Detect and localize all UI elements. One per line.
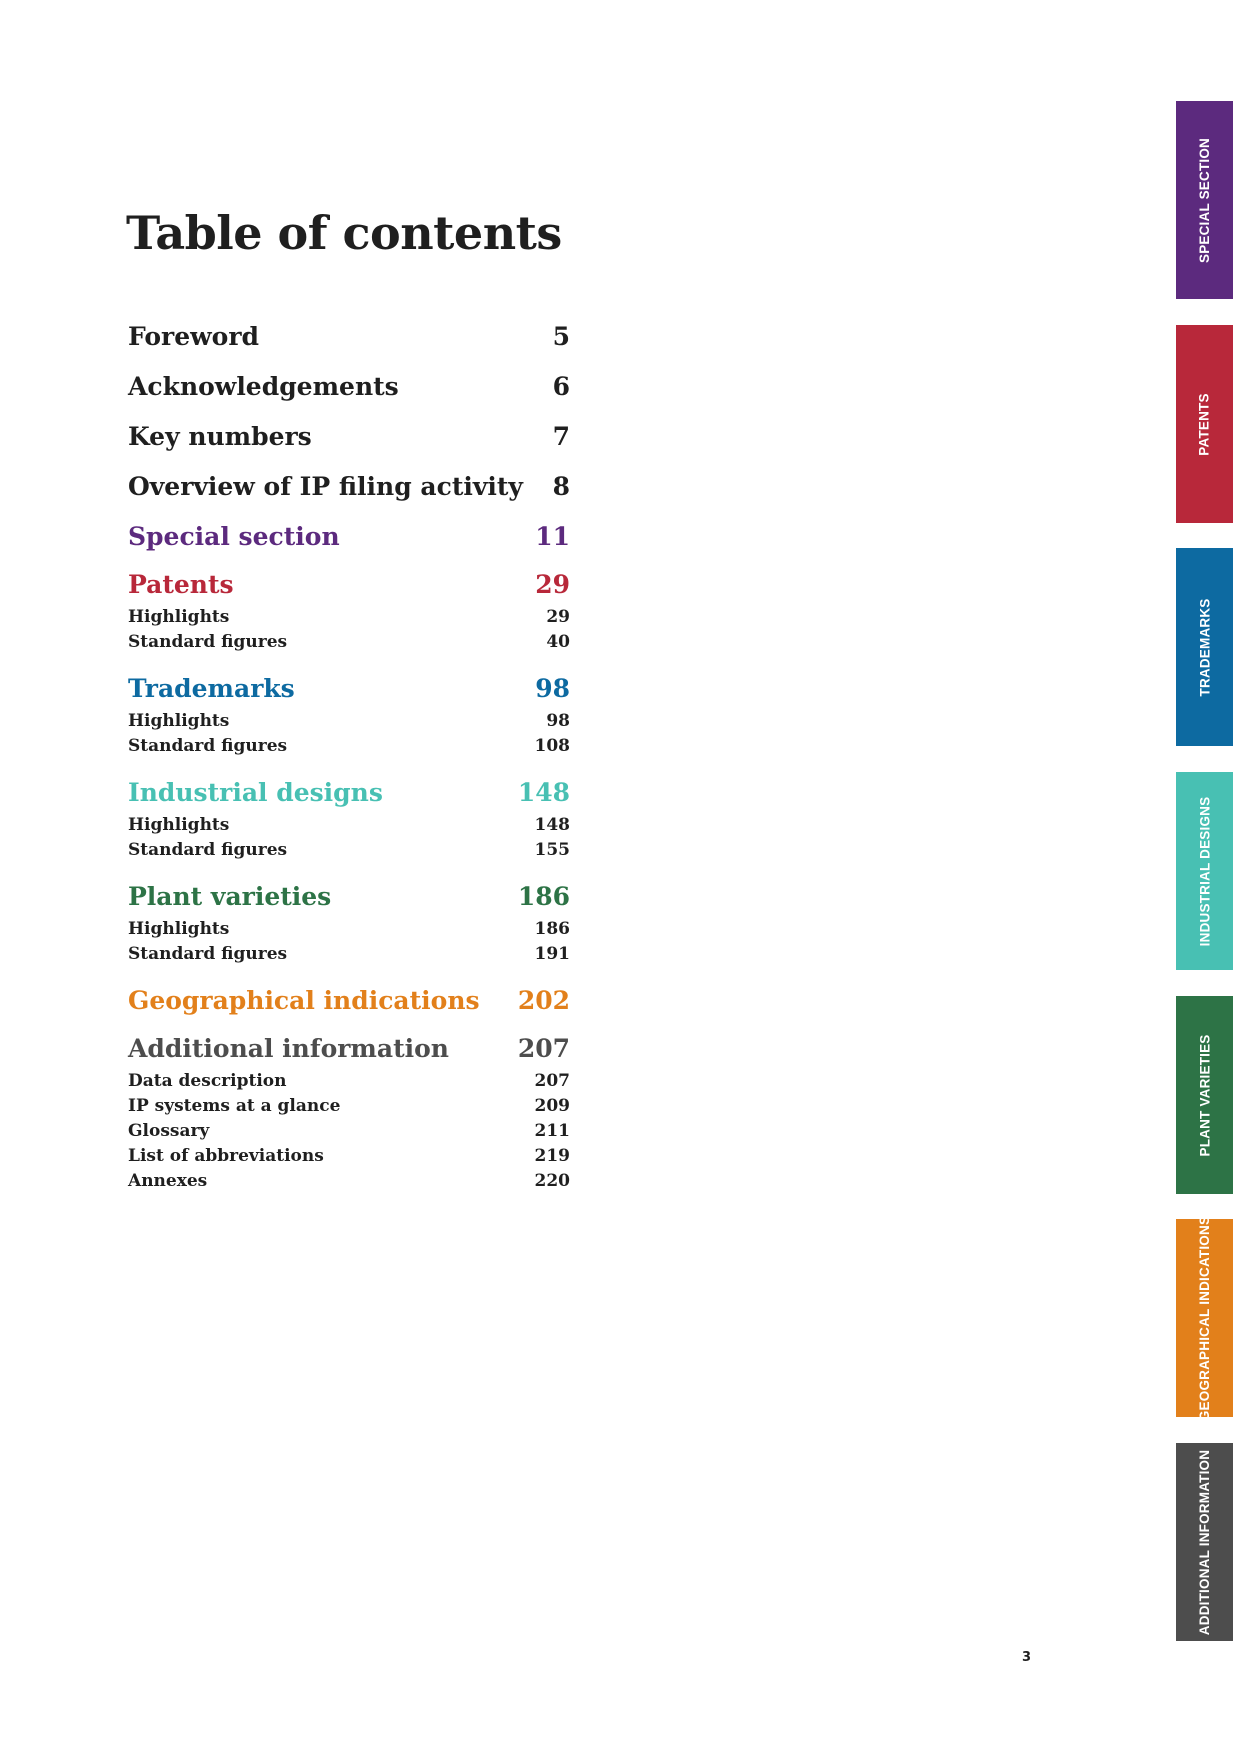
toc-page: 29 <box>535 570 570 599</box>
toc-subentry[interactable] <box>128 1144 570 1169</box>
toc-page: 148 <box>534 815 570 835</box>
toc-subentry[interactable] <box>128 1094 570 1119</box>
toc-subentry[interactable] <box>128 1169 570 1194</box>
tab-special-section[interactable] <box>1176 101 1233 299</box>
toc-label: Highlights <box>128 815 230 835</box>
toc-label: Trademarks <box>128 674 295 703</box>
tab-label: PLANT VARIETIES <box>1197 1033 1213 1157</box>
toc-page: 186 <box>534 919 570 939</box>
toc-group-trademarks <box>128 669 570 759</box>
toc-group-geographical-indications <box>128 981 570 1021</box>
toc-page: 8 <box>552 472 570 501</box>
toc-label: Standard figures <box>128 944 288 964</box>
toc-page: 5 <box>552 322 570 351</box>
toc-subentry[interactable] <box>128 838 570 863</box>
toc-label: Foreword <box>128 322 259 351</box>
toc-page: 211 <box>534 1121 570 1141</box>
toc-label: Data description <box>128 1071 287 1091</box>
toc-label: Plant varieties <box>128 882 332 911</box>
toc-label: List of abbreviations <box>128 1146 324 1166</box>
toc-group-plant-varieties <box>128 877 570 967</box>
tab-label: GEOGRAPHICAL INDICATIONS <box>1197 1215 1212 1421</box>
toc-subentry[interactable] <box>128 917 570 942</box>
toc-label: Key numbers <box>128 422 312 451</box>
toc-entry-foreword[interactable] <box>128 315 570 365</box>
toc-page: 98 <box>546 711 570 731</box>
toc-page: 207 <box>517 1034 570 1063</box>
toc-subentry[interactable] <box>128 630 570 655</box>
toc-page: 6 <box>552 372 570 401</box>
toc-page: 207 <box>534 1071 570 1091</box>
toc-entry-plant-varieties[interactable] <box>128 877 570 917</box>
toc-page: 98 <box>535 674 570 703</box>
toc-subentry[interactable] <box>128 734 570 759</box>
toc-subentry[interactable] <box>128 942 570 967</box>
tab-label: TRADEMARKS <box>1197 598 1212 696</box>
toc-group-patents <box>128 565 570 655</box>
toc-entry-overview[interactable] <box>128 465 570 515</box>
tab-plant-varieties[interactable] <box>1176 996 1233 1194</box>
toc-page: 29 <box>546 607 570 627</box>
toc-label: Highlights <box>128 919 230 939</box>
tab-label: INDUSTRIAL DESIGNS <box>1197 796 1212 946</box>
tab-geographical-indications[interactable] <box>1176 1215 1233 1421</box>
tab-label: SPECIAL SECTION <box>1197 137 1212 263</box>
toc-page: 191 <box>534 944 570 964</box>
toc-label: Patents <box>128 570 234 599</box>
toc-entry-geographical-indications[interactable] <box>128 981 570 1021</box>
toc-label: Geographical indications <box>128 986 480 1015</box>
toc-entry-key-numbers[interactable] <box>128 415 570 465</box>
toc-label: Annexes <box>128 1171 208 1191</box>
toc-page: 108 <box>534 736 570 756</box>
toc-entry-industrial-designs[interactable] <box>128 773 570 813</box>
table-of-contents <box>128 315 570 1208</box>
toc-group-additional-information <box>128 1029 570 1194</box>
toc-label: Acknowledgements <box>128 372 399 401</box>
tab-trademarks[interactable] <box>1176 548 1233 746</box>
tab-label: ADDITIONAL INFORMATION <box>1197 1449 1213 1635</box>
toc-entry-patents[interactable] <box>128 565 570 605</box>
toc-label: Highlights <box>128 711 230 731</box>
toc-label: Glossary <box>128 1121 210 1141</box>
toc-label: IP systems at a glance <box>128 1096 341 1116</box>
toc-subentry[interactable] <box>128 813 570 838</box>
toc-label: Industrial designs <box>128 778 383 807</box>
toc-label: Additional information <box>128 1034 449 1063</box>
toc-page: 155 <box>534 840 570 860</box>
toc-label: Highlights <box>128 607 230 627</box>
toc-subentry[interactable] <box>128 1069 570 1094</box>
toc-page: 11 <box>535 522 570 551</box>
toc-entry-special-section[interactable] <box>128 515 570 565</box>
toc-page: 209 <box>534 1096 570 1116</box>
toc-page: 220 <box>534 1171 570 1191</box>
tab-patents[interactable] <box>1176 325 1233 523</box>
toc-page: 202 <box>517 986 570 1015</box>
toc-label: Special section <box>128 522 340 551</box>
toc-subentry[interactable] <box>128 709 570 734</box>
toc-label: Standard figures <box>128 632 288 652</box>
toc-label: Standard figures <box>128 840 288 860</box>
page-title: Table of contents <box>126 206 562 260</box>
tab-additional-information[interactable] <box>1176 1443 1233 1641</box>
tab-industrial-designs[interactable] <box>1176 772 1233 970</box>
toc-entry-acknowledgements[interactable] <box>128 365 570 415</box>
toc-subentry[interactable] <box>128 1119 570 1144</box>
toc-group-industrial-designs <box>128 773 570 863</box>
toc-page: 219 <box>534 1146 570 1166</box>
toc-entry-trademarks[interactable] <box>128 669 570 709</box>
toc-page: 186 <box>517 882 570 911</box>
toc-subentry[interactable] <box>128 605 570 630</box>
toc-page: 40 <box>546 632 570 652</box>
toc-page: 7 <box>552 422 570 451</box>
page-number: 3 <box>1022 1650 1032 1665</box>
toc-page: 148 <box>517 778 570 807</box>
toc-entry-additional-information[interactable] <box>128 1029 570 1069</box>
tab-label: PATENTS <box>1197 392 1212 456</box>
toc-label: Overview of IP filing activity <box>128 472 523 501</box>
toc-label: Standard figures <box>128 736 288 756</box>
